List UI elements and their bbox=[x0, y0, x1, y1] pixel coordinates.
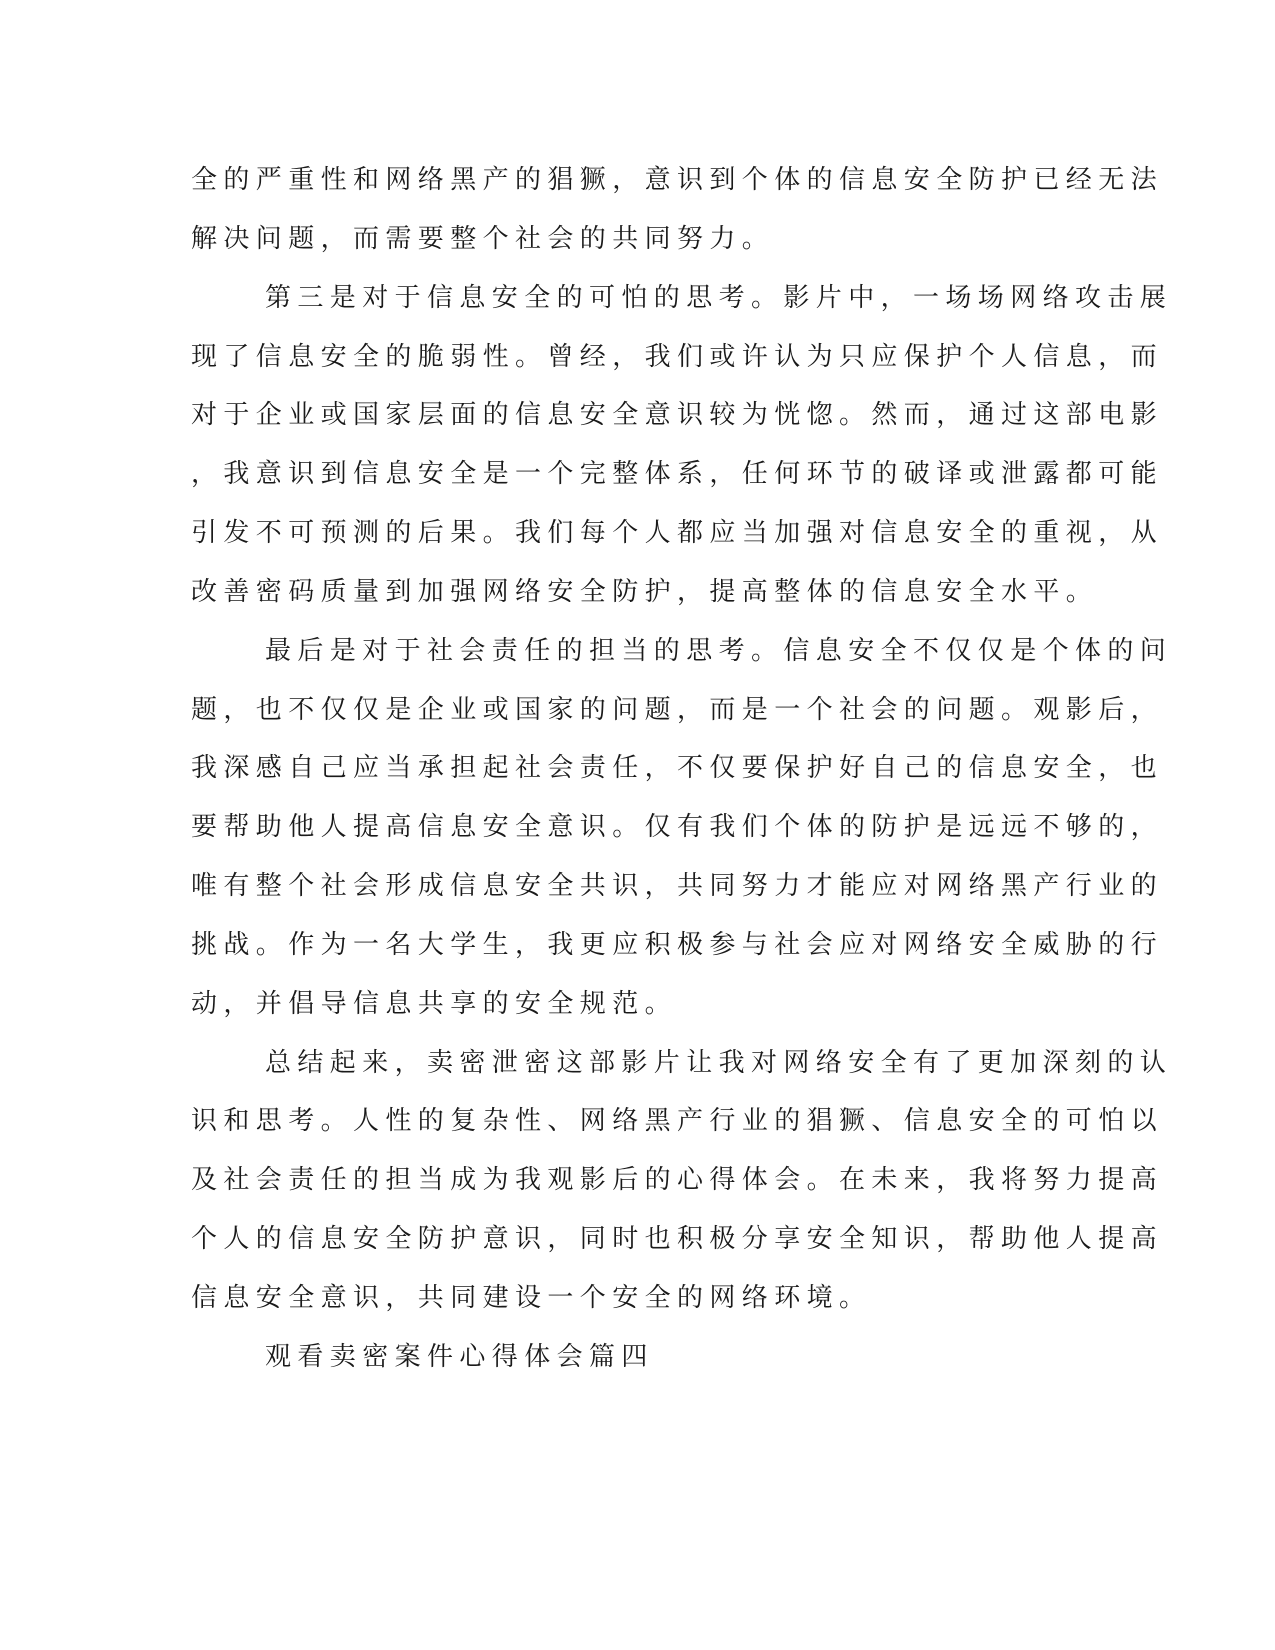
paragraph-3-line-2: 题，也不仅仅是企业或国家的问题，而是一个社会的问题。观影后， bbox=[191, 695, 1164, 725]
paragraph-1-line-1: 全的严重性和网络黑产的猖獗，意识到个体的信息安全防护已经无法 bbox=[191, 165, 1164, 195]
paragraph-4-line-1: 总结起来，卖密泄密这部影片让我对网络安全有了更加深刻的认 bbox=[265, 1048, 1173, 1078]
paragraph-1-line-2: 解决问题，而需要整个社会的共同努力。 bbox=[191, 224, 775, 254]
paragraph-2-line-3: 对于企业或国家层面的信息安全意识较为恍惚。然而，通过这部电影 bbox=[191, 400, 1164, 430]
paragraph-3-line-4: 要帮助他人提高信息安全意识。仅有我们个体的防护是远远不够的， bbox=[191, 812, 1164, 842]
section-heading: 观看卖密案件心得体会篇四 bbox=[265, 1342, 654, 1372]
paragraph-4-line-3: 及社会责任的担当成为我观影后的心得体会。在未来，我将努力提高 bbox=[191, 1165, 1164, 1195]
paragraph-3-line-6: 挑战。作为一名大学生，我更应积极参与社会应对网络安全威胁的行 bbox=[191, 930, 1164, 960]
paragraph-3-line-7: 动，并倡导信息共享的安全规范。 bbox=[191, 989, 678, 1019]
paragraph-3-line-3: 我深感自己应当承担起社会责任，不仅要保护好自己的信息安全，也 bbox=[191, 753, 1164, 783]
paragraph-3-line-1: 最后是对于社会责任的担当的思考。信息安全不仅仅是个体的问 bbox=[265, 636, 1173, 666]
paragraph-2-line-2: 现了信息安全的脆弱性。曾经，我们或许认为只应保护个人信息，而 bbox=[191, 342, 1164, 372]
paragraph-4-line-4: 个人的信息安全防护意识，同时也积极分享安全知识，帮助他人提高 bbox=[191, 1224, 1164, 1254]
paragraph-2-line-6: 改善密码质量到加强网络安全防护，提高整体的信息安全水平。 bbox=[191, 577, 1099, 607]
paragraph-2-line-1: 第三是对于信息安全的可怕的思考。影片中，一场场网络攻击展 bbox=[265, 283, 1173, 313]
paragraph-4-line-2: 识和思考。人性的复杂性、网络黑产行业的猖獗、信息安全的可怕以 bbox=[191, 1106, 1164, 1136]
paragraph-4-line-5: 信息安全意识，共同建设一个安全的网络环境。 bbox=[191, 1283, 872, 1313]
paragraph-2-line-4: ，我意识到信息安全是一个完整体系，任何环节的破译或泄露都可能 bbox=[191, 459, 1164, 489]
paragraph-3-line-5: 唯有整个社会形成信息安全共识，共同努力才能应对网络黑产行业的 bbox=[191, 871, 1164, 901]
paragraph-2-line-5: 引发不可预测的后果。我们每个人都应当加强对信息安全的重视，从 bbox=[191, 518, 1164, 548]
